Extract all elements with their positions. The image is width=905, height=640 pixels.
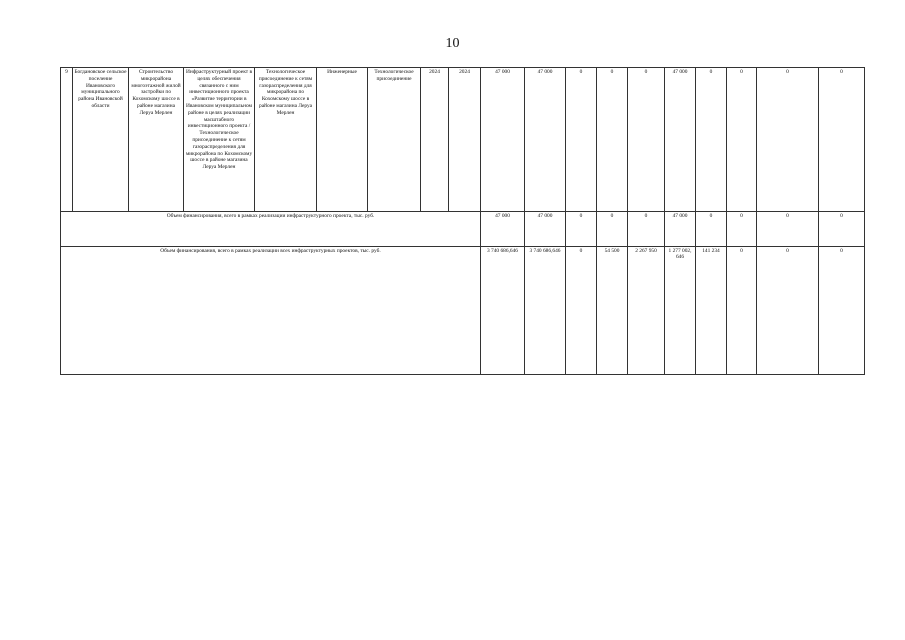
cell-value: 0 <box>757 68 819 212</box>
cell-value: 1 277 002, 646 <box>665 246 696 374</box>
cell-municipality: Богдановское сельское поселение Ивановского муниципального района Ивановской области <box>73 68 129 212</box>
cell-value: 0 <box>628 212 665 246</box>
cell-year-start: 2024 <box>421 68 449 212</box>
cell-value: 47 000 <box>665 212 696 246</box>
cell-value: 0 <box>696 68 727 212</box>
cell-value: 0 <box>757 212 819 246</box>
cell-value: 3 740 686,646 <box>481 246 525 374</box>
cell-value: 0 <box>597 212 628 246</box>
cell-value: 0 <box>566 212 597 246</box>
cell-year-end: 2024 <box>449 68 481 212</box>
cell-value: 0 <box>566 68 597 212</box>
cell-value: 47 000 <box>525 68 566 212</box>
cell-measure: Технологическое присоединение к сетям газораспределения для микрорайона по Кохомскому шоссе в районе магазина Леруа Мерлен <box>255 68 317 212</box>
table-row <box>61 68 865 212</box>
cell-value: 54 500 <box>597 246 628 374</box>
cell-type: Технологическое присоединение <box>368 68 421 212</box>
cell-engineering: Инженерные <box>317 68 368 212</box>
cell-value: 47 000 <box>525 212 566 246</box>
cell-value: 2 267 950 <box>628 246 665 374</box>
cell-value: 0 <box>819 212 865 246</box>
cell-value: 0 <box>819 68 865 212</box>
page-number: 10 <box>445 36 460 51</box>
cell-value: 0 <box>597 68 628 212</box>
cell-value: 0 <box>819 246 865 374</box>
cell-value: 47 000 <box>481 212 525 246</box>
cell-project-total-label: Объем финансирования, всего в рамках реализации инфраструктурного проекта, тыс. руб. <box>61 212 481 246</box>
cell-value: 0 <box>566 246 597 374</box>
cell-value: 0 <box>727 246 757 374</box>
cell-value: 3 740 686,646 <box>525 246 566 374</box>
cell-value: 47 000 <box>665 68 696 212</box>
cell-value: 0 <box>628 68 665 212</box>
cell-value: 0 <box>757 246 819 374</box>
cell-project: Инфраструктурный проект в целях обеспечения связанного с ним инвестиционного проекта «Развитие территории в Ивановском муниципальном районе в целях реализации масштабного инвестиционного проекта / Технологическое присоединение к сетям газораспределения для микрорайона по Кохомскому шоссе в районе магазина Леруа Мерлен <box>184 68 255 212</box>
cell-value: 0 <box>696 212 727 246</box>
financing-table <box>60 67 865 375</box>
cell-grand-total-label: Объем финансирования, всего в рамках реализации всех инфраструктурных проектов, тыс. руб. <box>61 246 481 374</box>
cell-value: 0 <box>727 68 757 212</box>
cell-object: Строительство микрорайона многоэтажной жилой застройки по Кохомскому шоссе в районе магазина Леруа Мерлен <box>129 68 184 212</box>
table-row <box>61 246 865 374</box>
cell-value: 47 000 <box>481 68 525 212</box>
cell-value: 141 234 <box>696 246 727 374</box>
cell-value: 0 <box>727 212 757 246</box>
table-row <box>61 212 865 246</box>
cell-num: 9 <box>61 68 73 212</box>
